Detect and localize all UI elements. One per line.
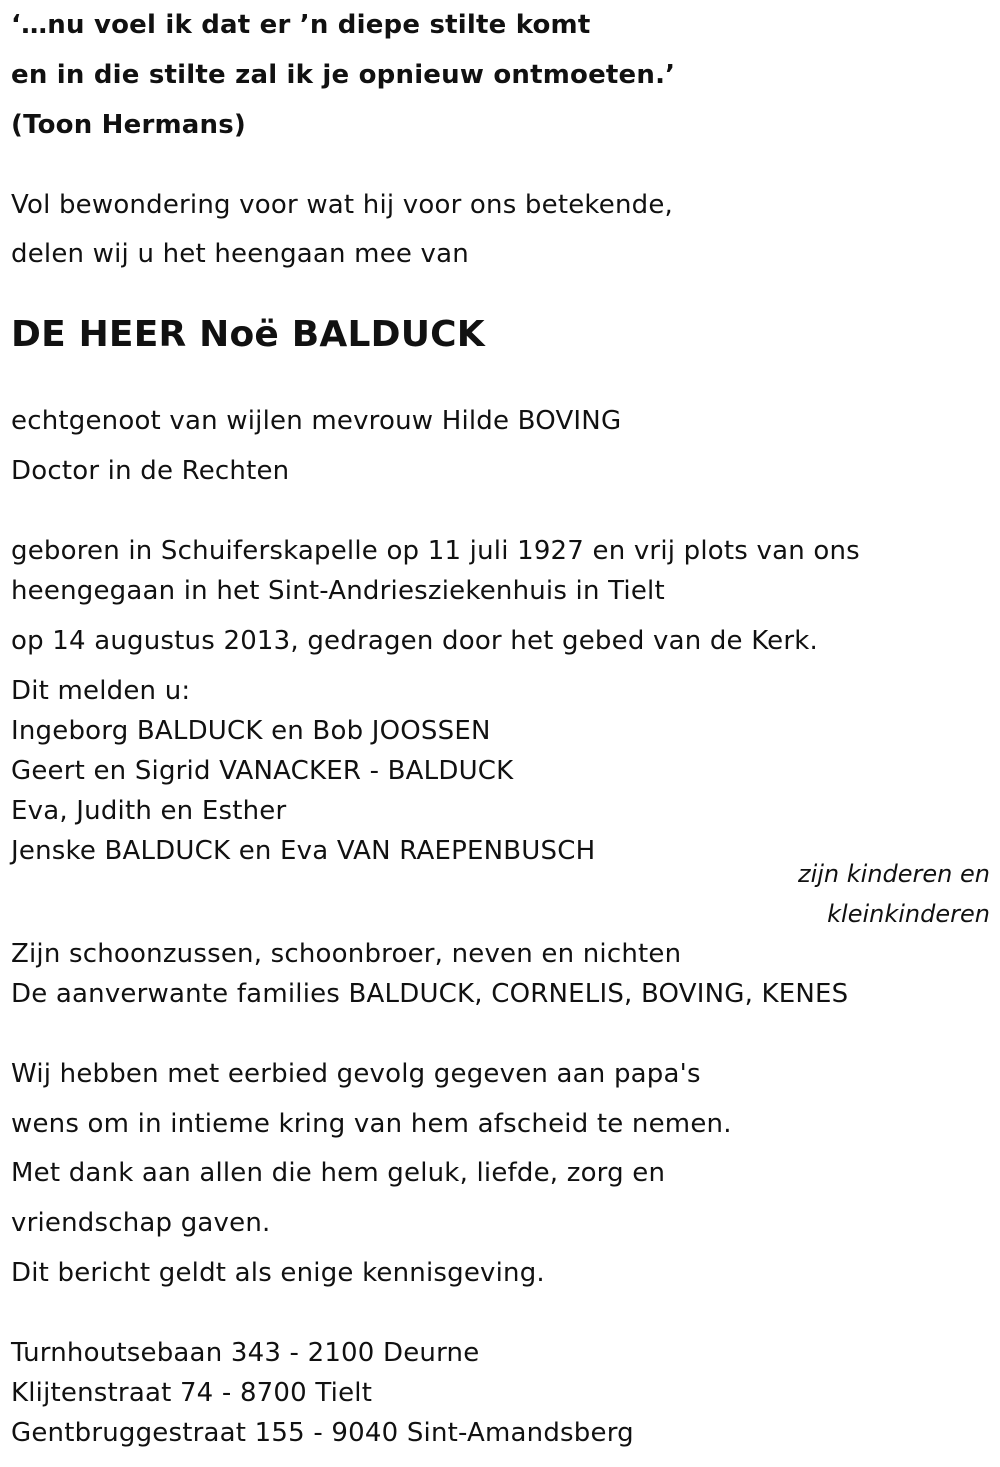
address-line: Turnhoutsebaan 343 - 2100 Deurne [11,1338,480,1368]
death-place-line: heengegaan in het Sint-Andriesziekenhuis in Tielt [11,576,665,606]
profession-line: Doctor in de Rechten [11,456,290,486]
relatives-line-1: Zijn schoonzussen, schoonbroer, neven en nichten [11,939,682,969]
quote-line-2: en in die stilte zal ik je opnieuw ontmoeten.’ [11,60,676,90]
spouse-line: echtgenoot van wijlen mevrouw Hilde BOVING [11,406,622,436]
birth-line: geboren in Schuiferskapelle op 11 juli 1927 en vrij plots van ons [11,536,860,566]
relatives-line-2: De aanverwante families BALDUCK, CORNELIS, BOVING, KENES [11,979,849,1009]
address-line: Gentbruggestraat 155 - 9040 Sint-Amandsberg [11,1418,634,1448]
address-line: Klijtenstraat 74 - 8700 Tielt [11,1378,373,1408]
closing-line-5: Dit bericht geldt als enige kennisgeving. [11,1258,545,1288]
relation-label-line-1: zijn kinderen en [798,860,990,888]
relation-label-line-2: kleinkinderen [827,900,990,928]
announcer-name: Jenske BALDUCK en Eva VAN RAEPENBUSCH [11,836,596,866]
intro-line-2: delen wij u het heengaan mee van [11,239,469,269]
intro-line-1: Vol bewondering voor wat hij voor ons betekende, [11,190,673,220]
death-date-line: op 14 augustus 2013, gedragen door het gebed van de Kerk. [11,626,818,656]
announcer-name: Eva, Judith en Esther [11,796,287,826]
quote-author: (Toon Hermans) [11,110,246,140]
closing-line-4: vriendschap gaven. [11,1208,271,1238]
quote-line-1: ‘…nu voel ik dat er ’n diepe stilte komt [11,10,591,40]
closing-line-3: Met dank aan allen die hem geluk, liefde, zorg en [11,1158,666,1188]
announcers-heading: Dit melden u: [11,676,191,706]
announcer-name: Ingeborg BALDUCK en Bob JOOSSEN [11,716,491,746]
deceased-name: DE HEER Noë BALDUCK [11,314,485,355]
announcer-name: Geert en Sigrid VANACKER - BALDUCK [11,756,514,786]
closing-line-1: Wij hebben met eerbied gevolg gegeven aan papa's [11,1059,701,1089]
closing-line-2: wens om in intieme kring van hem afscheid te nemen. [11,1109,732,1139]
